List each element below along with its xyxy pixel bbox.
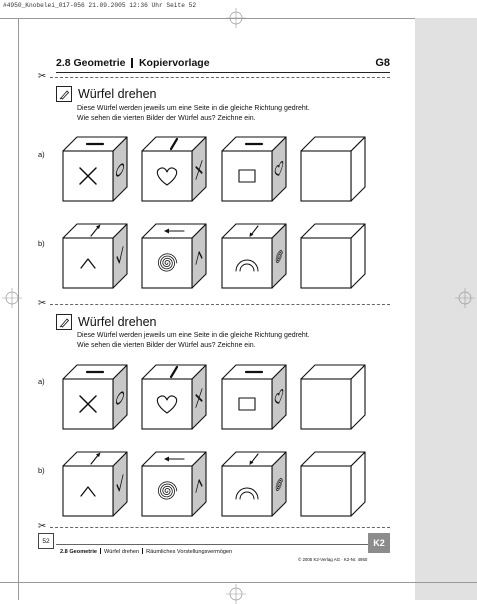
trim-line-bottom [0,582,477,583]
cut-line [50,527,390,528]
instruction-line: Wie sehen die vierten Bilder der Würfel aus? Zeichne ein. [77,114,256,122]
header-rule [56,72,390,73]
instruction-line: Diese Würfel werden jeweils um eine Seite in die gleiche Richtung gedreht. [77,105,310,112]
cube-front-face [301,238,351,288]
cut-line [50,77,390,78]
header-section: 2.8 Geometrie [56,56,126,69]
registration-mark-icon [455,288,475,308]
header-left [56,57,210,69]
row-label: b) [38,239,45,248]
cube [62,136,128,202]
page-number: 52 [38,533,54,549]
cube-front-face [63,238,113,288]
footer-separator [142,548,143,554]
cube-front-face [222,466,272,516]
scissors-icon: ✂ [38,298,47,309]
trim-line-top [0,18,415,19]
footer-text [60,548,232,555]
cube-front-face [142,238,192,288]
cube-front-face [301,151,351,201]
cube [300,451,366,517]
footer-skill: Räumliches Vorstellungsvermögen [146,549,233,555]
hand-pencil-icon [56,86,72,102]
task-instruction [77,331,310,350]
row-label: a) [38,377,45,386]
gray-margin-strip [415,18,477,600]
footer-separator [100,548,101,554]
task-title: Würfel drehen [78,87,157,101]
task-title-row [56,314,157,330]
task-instruction [77,104,310,123]
instruction-line: Diese Würfel werden jeweils um eine Seite in die gleiche Richtung gedreht. [77,332,310,339]
scissors-icon: ✂ [38,521,47,532]
cube-front-face [63,466,113,516]
registration-mark-icon [2,288,22,308]
footer-section: 2.8 Geometrie [60,549,97,555]
task-title-row [56,86,157,102]
header-subtitle: Kopiervorlage [138,56,210,69]
cube-front-face [222,238,272,288]
trim-line-left [18,18,19,600]
cube [141,223,207,289]
cube [141,451,207,517]
header-code: G8 [375,56,390,69]
cube-front-face [142,151,192,201]
footer-topic: Würfel drehen [104,549,140,555]
cube [62,223,128,289]
cut-line [50,304,390,305]
registration-mark-icon [226,584,246,604]
cube-front-face [222,151,272,201]
page-header [56,54,390,71]
row-label: a) [38,150,45,159]
cube-front-face [142,379,192,429]
cube-front-face [301,466,351,516]
cube [300,223,366,289]
cube [141,364,207,430]
cube [300,136,366,202]
task-title: Würfel drehen [78,315,157,329]
header-separator [131,58,133,68]
cube [300,364,366,430]
row-label: b) [38,466,45,475]
footer-rule [56,544,390,545]
cube [62,364,128,430]
cube-front-face [142,466,192,516]
cube [221,364,287,430]
scissors-icon: ✂ [38,71,47,82]
hand-pencil-icon [56,314,72,330]
cube-front-face [301,379,351,429]
cube [221,451,287,517]
publisher-logo: K2 [368,533,390,553]
cube-front-face [222,379,272,429]
cube [221,136,287,202]
print-slug: #4950_Knobelei_017-056 21.09.2005 12:36 Uhr Seite 52 [3,2,197,9]
registration-mark-icon [226,8,246,28]
copyright: © 2005 K2-Verlag AG · K2-Nr. 4950 [298,557,368,562]
cube [62,451,128,517]
instruction-line: Wie sehen die vierten Bilder der Würfel aus? Zeichne ein. [77,341,256,349]
cube [141,136,207,202]
cube [221,223,287,289]
